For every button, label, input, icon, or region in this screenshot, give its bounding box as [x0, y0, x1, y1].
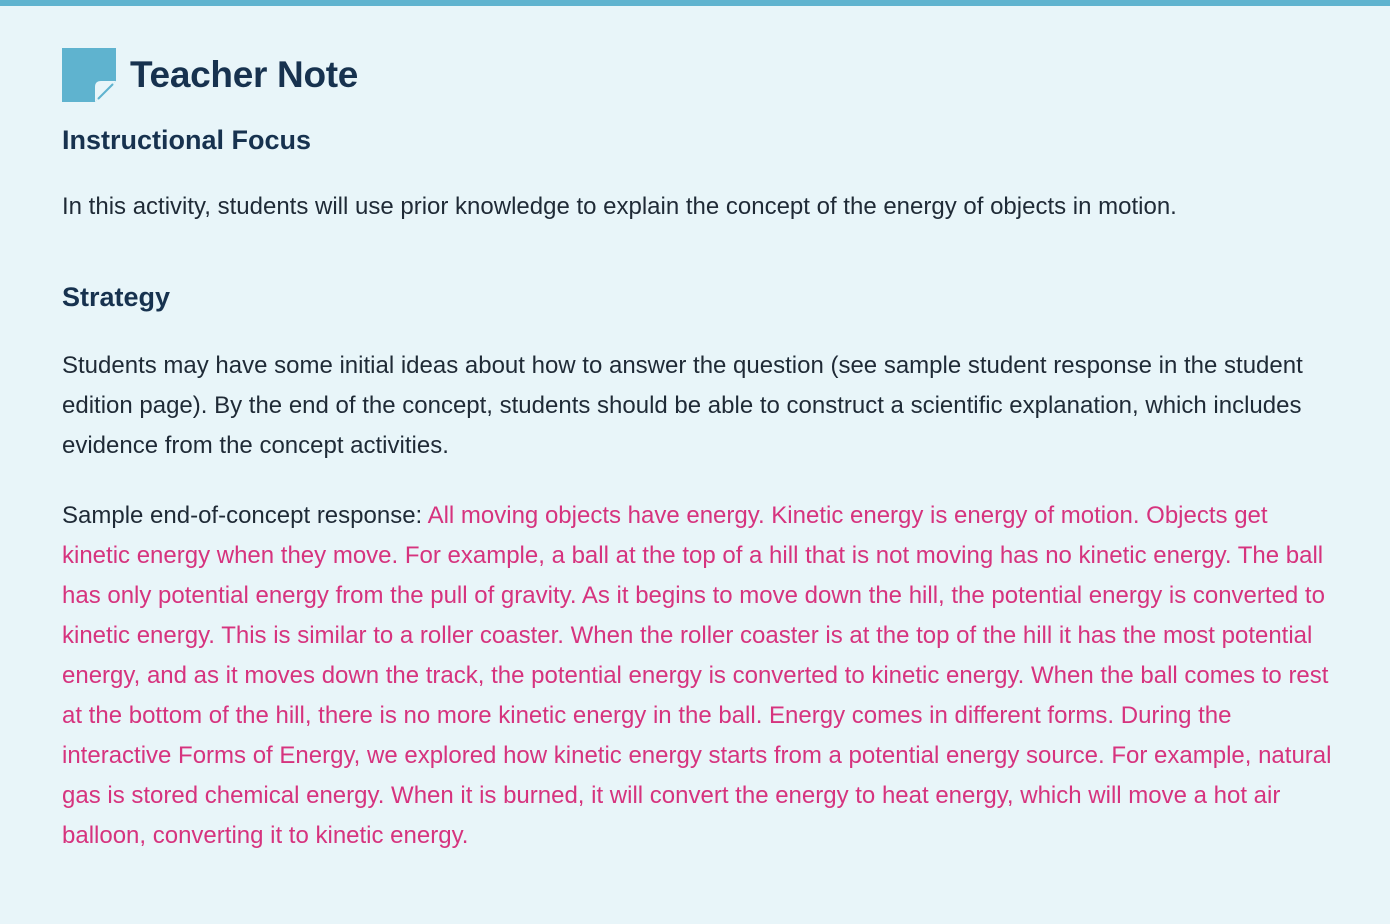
sample-response-paragraph — [62, 496, 1342, 856]
sample-response-text: All moving objects have energy. Kinetic energy is energy of motion. Objects get kinetic energy when they move. For example, a ball at the top of a hill that is not moving has no kinetic energy. The ball has only potential energy from the pull of gravity. As it begins to move down the hill, the potential energy is converted to kinetic energy. This is similar to a roller coaster. When the roller coaster is at the top of the hill it has the most potential energy, and as it moves down the track, the potential energy is converted to kinetic energy. When the ball comes to rest at the bottom of the hill, there is no more kinetic energy in the ball. Energy comes in different forms. During the interactive Forms of Energy, we explored how kinetic energy starts from a potential energy source. For example, natural gas is stored chemical energy. When it is burned, it will convert the energy to heat energy, which will move a hot air balloon, converting it to kinetic energy. — [62, 502, 1332, 849]
teacher-note-panel — [62, 48, 1342, 856]
strategy-text: Students may have some initial ideas about how to answer the question (see sample student response in the student edition page). By the end of the concept, students should be able to construct a scientific explanation, which includes evidence from the concept activities. — [62, 352, 1303, 459]
sample-response-label: Sample end-of-concept response: — [62, 502, 428, 529]
instructional-focus-heading: Instructional Focus — [62, 125, 312, 155]
sticky-note-icon — [62, 48, 116, 102]
top-accent-bar — [0, 0, 1390, 6]
teacher-note-header — [62, 48, 1342, 102]
instructional-focus-text: In this activity, students will use prior knowledge to explain the concept of the energy of objects in motion. — [62, 193, 1177, 220]
strategy-heading: Strategy — [62, 282, 171, 312]
page-title: Teacher Note — [130, 54, 359, 95]
